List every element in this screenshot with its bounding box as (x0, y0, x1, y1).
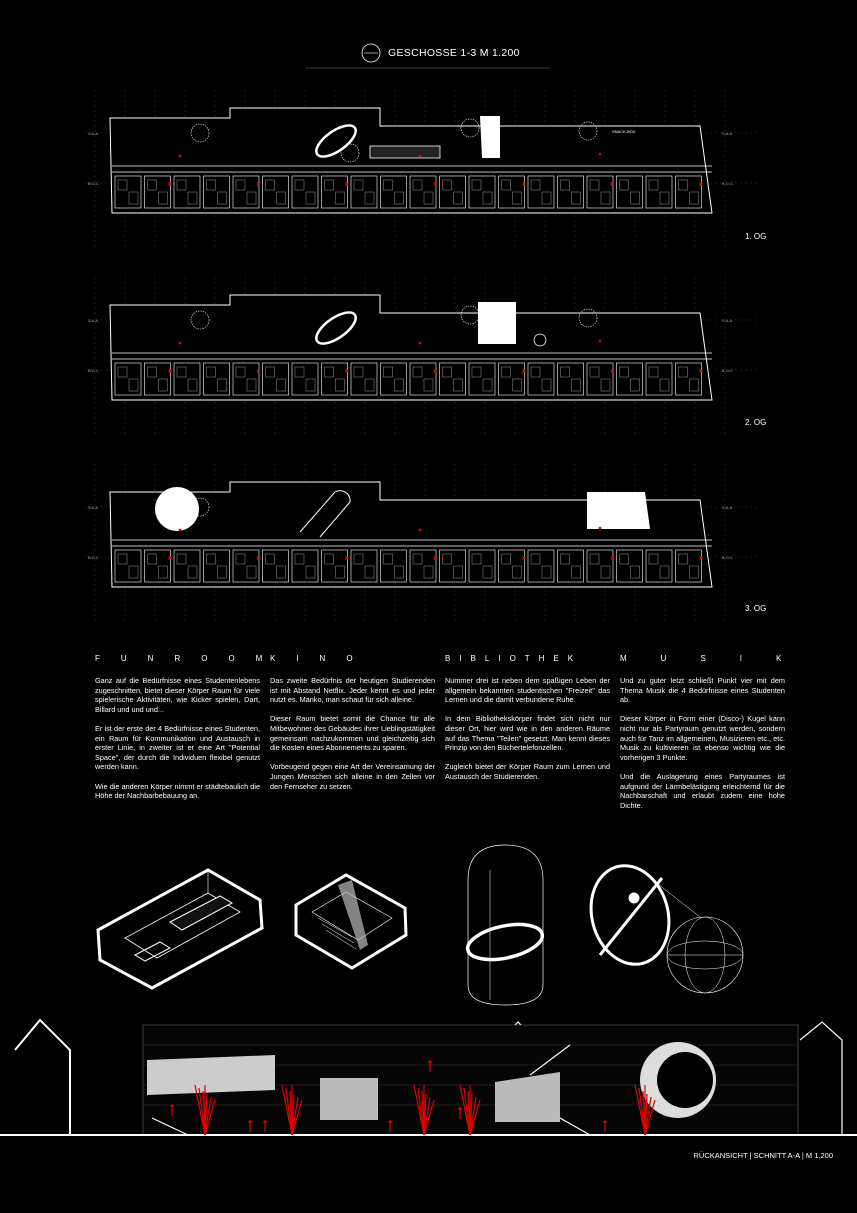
axis-label: B.O.C (88, 555, 99, 560)
text-column-musik (620, 676, 785, 820)
text-column-kino (270, 676, 435, 801)
paragraph: Dieser Körper in Form einer (Disco-) Kugel kann nicht nur als Partyraum genutzt werden, sondern auch für Tanz im allgemeinen, Musizieren etc., etc. Musik zu kultivieren ist ebenso wichtig wie die vorherigen 3 Punkte. (620, 714, 785, 762)
paragraph: Er ist der erste der 4 Bedürfnisse eines Studenten, ein Raum für Kommunikation und Austausch in erster Linie, in zweiter ist er eine Art "Potential Space", der durch die Individuen flexibel genutzt werden kann. (95, 723, 260, 772)
floor-label-3og: 3. OG (745, 604, 767, 613)
axis-label: S.A.A (88, 131, 99, 136)
paragraph: Vorbeugend gegen eine Art der Vereinsamung der Jungen Menschen sich alleine in den Zellen vor den Fernseher zu setzen. (270, 762, 435, 791)
section-title-funroom: FUNROOM (95, 654, 284, 663)
axis-label: B.O.C (88, 368, 99, 373)
floor-label-1og: 1. OG (745, 232, 767, 241)
axis-label: S.A.A (88, 318, 99, 323)
axis-label: S.A.A (722, 318, 733, 323)
floor-label-2og: 2. OG (745, 418, 767, 427)
text-column-funroom (95, 676, 260, 810)
paragraph: Das zweite Bedürfnis der heutigen Studierenden ist mit Abstand Netflix. Jeder kennt es und jeder nutzt es. Manko, man schaut für sich alleine. (270, 676, 435, 705)
kino-isometric (296, 875, 406, 968)
floor-plan-2 (85, 277, 760, 435)
paragraph: Und zu guter letzt schließt Punkt vier mit dem Thema Musik die 4 Bedürfnisse eines Studenten ab. (620, 676, 785, 705)
paragraph: In dem Bibliothekskörper findet sich nicht nur dieser Ort, hier wird wie in den anderen Räume auf das Thema "Teilen" gesetzt. Man kennt dieses Prinzip von den Büchertelefonzellen. (445, 714, 610, 753)
page-title: GESCHOSSE 1-3 M 1.200 (388, 47, 520, 59)
floor-plans (85, 90, 760, 622)
section-title-kino: KINO (270, 654, 374, 663)
section-title-bibliothek: BIBLIOTHEK (445, 654, 583, 663)
musik-isometric (580, 857, 743, 993)
paragraph: Wie die anderen Körper nimmt er städtebaulich die Höhe der Nachbarbebauung an. (95, 781, 260, 801)
axis-label: S.A.A (722, 131, 733, 136)
section-title-musik: MUSIK (620, 654, 816, 663)
paragraph: Dieser Raum bietet somit die Chance für alle Mitbewohner des Gebäudes ihrer Lieblingstätigkeit gemeinsam nachzukommen und gleichzeitig sich die Kosten eines Abonnements zu sparen. (270, 714, 435, 753)
axis-label: B.O.C (722, 555, 733, 560)
paragraph: Zugleich bietet der Körper Raum zum Lernen und Austausch der Studierenden. (445, 762, 610, 781)
floor-plan-3 (85, 464, 760, 622)
paragraph: Nummer drei ist neben dem spaßigen Leben der allgemein bekannten studentischen "Freizeit" das Lernen und die damit verbundene Ruhe. (445, 676, 610, 705)
section-caption: RÜCKANSICHT | SCHNITT A-A | M 1.200 (693, 1151, 833, 1160)
section-elevation (0, 1020, 857, 1135)
isometric-drawings (98, 845, 743, 1005)
axis-label: S.A.A (88, 505, 99, 510)
bibliothek-isometric (465, 845, 546, 1005)
axis-label: B.O.C (88, 181, 99, 186)
paragraph: Und die Auslagerung eines Partyraumes ist aufgrund der Lärmbelästigung erleichternd für die Nachbarschaft und erlaubt zudem eine hohe Dichte. (620, 771, 785, 810)
text-column-bibliothek (445, 676, 610, 791)
axis-label: B.O.C (722, 181, 733, 186)
axis-label: S.A.A (722, 505, 733, 510)
snack-box-tag: SNACK-BOX (612, 129, 636, 134)
axis-label: B.O.C (722, 368, 733, 373)
floor-plan-1 (85, 90, 760, 248)
paragraph: Ganz auf die Bedürfnisse eines Studentenlebens zugeschnitten, bietet dieser Körper Raum für viele spielerische Aktivitäten, wie Kicker spielen, Dart, Billard und und und... (95, 676, 260, 714)
funroom-isometric (98, 870, 262, 988)
